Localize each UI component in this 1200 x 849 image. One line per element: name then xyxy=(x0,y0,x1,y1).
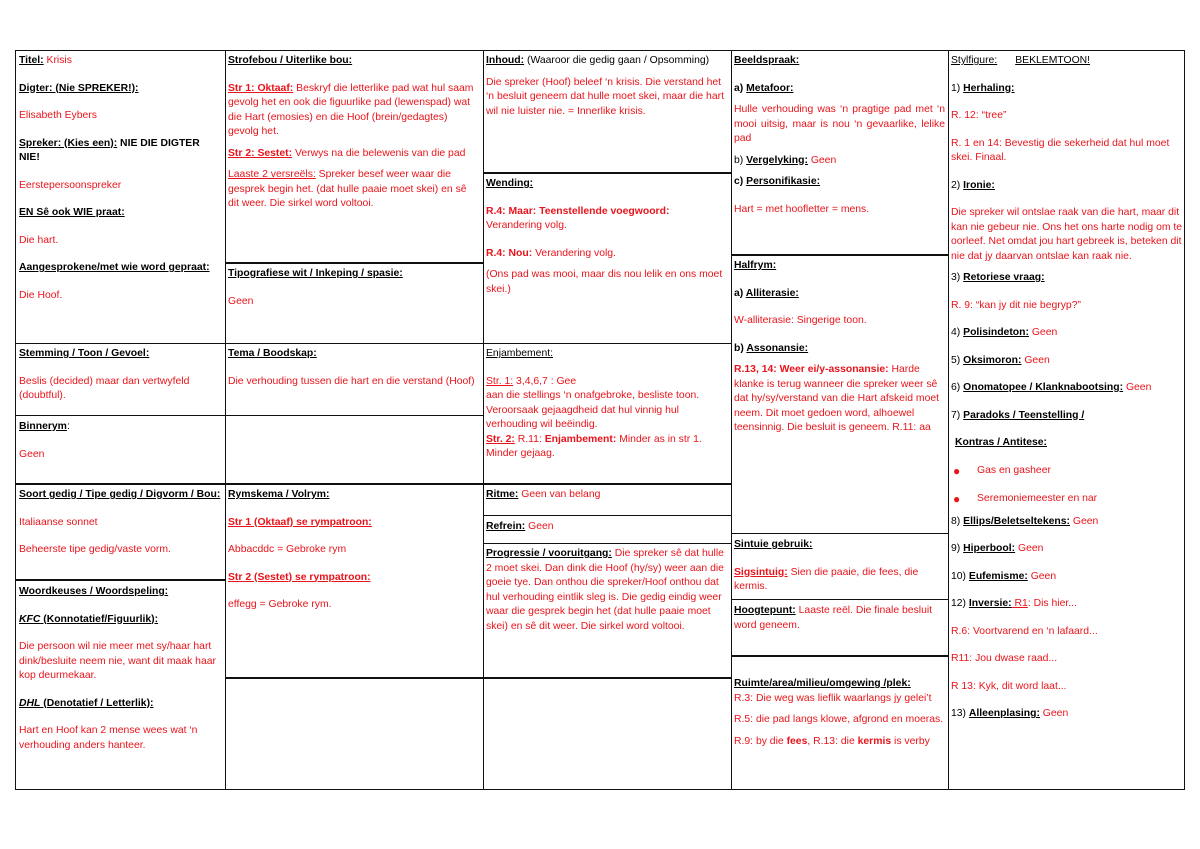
inversion-r13: R 13: Kyk, dit word laat... xyxy=(951,680,1067,692)
assonance-prefix: b) xyxy=(734,342,747,354)
cell-half-rhyme xyxy=(731,256,948,533)
ellipsis-value: Geen xyxy=(1069,515,1099,527)
setting-r9-c: , R.13: die xyxy=(807,735,858,747)
setting-r5: R.5: die pad langs klowe, afgrond en moeras. xyxy=(734,714,944,725)
turn-r4-nou-label: R.4: Nou: xyxy=(486,247,533,259)
onomatopoeia-value: Geen xyxy=(1123,382,1152,393)
euphemism-label: Eufemisme: xyxy=(968,570,1028,582)
oxymoron-num: 5) xyxy=(951,354,964,366)
hyperbole-value: Geen xyxy=(1015,543,1044,554)
polysyndeton-label: Polisindeton: xyxy=(963,327,1029,338)
assonance-label: Assonansie: xyxy=(746,342,809,354)
enj-stanza2-value: Minder as in str 1. Minder gejaag. xyxy=(486,433,702,459)
who-speaks-value: Die hart. xyxy=(19,234,59,246)
repetition-r1: R. 1 en 14: Bevestig die sekerheid dat hul moet skei. Finaal. xyxy=(951,137,1170,163)
irony-value: Die spreker wil ontslae raak van die hart, maar dit kan nie gebeur nie. Ons het ons harte nodig om te oorleef. Net omdat jou hart gebreek is, beteken dit nie dat jy daarvan ontslae kan raak nie. xyxy=(951,207,1183,262)
who-speaks-label: EN Sê ook WIE praat: xyxy=(19,207,125,218)
cell-rhythm xyxy=(483,485,731,515)
ellipsis-label: Ellips/Beletseltekens: xyxy=(963,515,1070,527)
rhythm-value: Geen van belang xyxy=(518,489,601,500)
inversion-r11: R11: Jou dwase raad... xyxy=(951,653,1058,664)
euphemism-value: Geen xyxy=(1027,570,1057,582)
polysyndeton-num: 4) xyxy=(951,327,964,338)
contrast-item-text: Gas en gasheer xyxy=(977,464,1051,476)
rhetorical-label: Retoriese vraag: xyxy=(963,272,1045,283)
column-poem-details xyxy=(16,51,225,790)
theme-value: Die verhouding tussen die hart en die verstand (Hoof) xyxy=(228,375,475,387)
turn-note: (Ons pad was mooi, maar dis nou lelik en ons moet skei.) xyxy=(486,269,723,295)
title-value: Krisis xyxy=(46,55,72,66)
cell-setting xyxy=(731,657,948,790)
last-lines-label: Laaste 2 versreëls: xyxy=(228,169,316,180)
theme-label: Tema / Boodskap: xyxy=(228,348,317,359)
speaker-note: NIE DIE DIGTER NIE! xyxy=(19,137,200,163)
metaphor-prefix: a) xyxy=(734,82,747,94)
repetition-label: Herhaling: xyxy=(963,82,1015,94)
climax-label: Hoogtepunt: xyxy=(734,605,796,616)
column-imagery xyxy=(731,51,948,790)
cell-progression xyxy=(483,544,731,677)
contrast-label: Kontras / Antitese: xyxy=(955,437,1047,448)
simile-label: Vergelyking: xyxy=(746,154,808,166)
paradox-num: 7) xyxy=(951,409,964,421)
alliteration-value: W-alliterasie: Singerige toon. xyxy=(734,315,867,326)
stanza2-rhyme-label: Str 2 (Sestet) se rympatroon: xyxy=(228,571,371,583)
row-divider xyxy=(483,677,731,679)
cell-theme xyxy=(225,344,483,415)
title-label: Titel: xyxy=(19,55,44,66)
setting-r3: R.3: Die weg was lieflik waarlangs jy gelei’t xyxy=(734,692,932,704)
stanza1-value: Beskryf die letterlike pad wat hul saam gevolg het en ook die figuurlike pad (lewenspad) wat die Hart (emosies) en die Hoof (brein/gedagtes) gevolg het. xyxy=(228,82,474,137)
contrast-item-text: Seremoniemeester en nar xyxy=(977,493,1098,504)
dhl-abbr: DHL xyxy=(19,697,41,709)
personification-label: Personifikasie: xyxy=(746,176,821,187)
row-divider xyxy=(483,515,731,516)
euphemism-num: 10) xyxy=(951,570,969,582)
internal-rhyme-value: Geen xyxy=(19,448,45,460)
inversion-num: 12) xyxy=(951,598,969,609)
poem-type-label: Soort gedig / Tipe gedig / Digvorm / Bou: xyxy=(19,489,221,500)
personification-prefix: c) xyxy=(734,176,747,187)
onomatopoeia-label: Onomatopee / Klanknabootsing: xyxy=(963,382,1124,393)
cell-refrain xyxy=(483,517,731,543)
personification-value: Hart = met hoofletter = mens. xyxy=(734,203,870,215)
stanza-structure-label: Strofebou / Uiterlike bou: xyxy=(228,55,353,66)
cell-figures-of-speech xyxy=(948,51,1185,790)
word-choice-label: Woordkeuses / Woordspeling: xyxy=(19,586,169,597)
enj-stanza2-label: Str. 2: xyxy=(486,433,515,445)
enj-stanza2-r11: R.11: xyxy=(514,433,545,445)
row-divider xyxy=(731,599,948,600)
speaker-value: Eerstepersoonspreker xyxy=(19,179,122,191)
irony-num: 2) xyxy=(951,179,964,191)
isolation-value: Geen xyxy=(1039,708,1069,719)
progression-value: Die spreker sê dat hulle 2 moet skei. Dan dink die Hoof (hy/sy) weer aan die goeie tye. Dan onthou die spreker/Hoof onthou dat hul verhouding eintlik sleg is. Die gedig eindig weer waar die gesprek begin het (dat hulle paaie moet skei) en sê dit weer. Die sirkel word voltooi. xyxy=(486,548,724,632)
addressee-value: Die Hoof. xyxy=(19,289,63,301)
stanza2-value: Verwys na die belewenis van die pad xyxy=(292,147,466,159)
contrast-item xyxy=(951,492,1183,507)
typography-value: Geen xyxy=(228,295,254,307)
poem-type-value-2: Beheerste tipe gedig/vaste vorm. xyxy=(19,544,171,555)
progression-label: Progressie / vooruitgang: xyxy=(486,548,612,559)
cell-word-choice xyxy=(16,582,225,790)
cell-rhyme-scheme xyxy=(225,485,483,677)
bullet-icon: ● xyxy=(953,492,961,506)
rhetorical-value: R. 9: “kan jy dit nie begryp?” xyxy=(951,299,1081,311)
half-rhyme-label: Halfrym: xyxy=(734,260,777,271)
typography-label: Tipografiese wit / Inkeping / spasie: xyxy=(228,268,403,279)
stanza1-label: Str 1: Oktaaf: xyxy=(228,82,294,94)
emphasize-label: BEKLEMTOON! xyxy=(1015,55,1091,66)
cell-typography xyxy=(225,264,483,344)
inversion-r6: R.6: Voortvarend en ‘n lafaard... xyxy=(951,625,1098,637)
internal-rhyme-colon: : xyxy=(66,421,70,432)
setting-r9-fees: fees xyxy=(786,735,808,747)
assonance-value: Harde klanke is terug wanneer die spreker weer sê dat hy/sy/verstand van die Hart afskeid moet neem. Dit moet gedoen word, alhoewel teensinnig. Die besluit is geneem. R.11: aa xyxy=(734,364,940,433)
dhl-value: Hart en Hoof kan 2 mense wees wat ‘n verhouding anders hanteer. xyxy=(19,725,198,751)
enj-stanza1-value: 3,4,6,7 : Gee xyxy=(513,375,577,387)
bullet-icon: ● xyxy=(953,463,961,478)
content-value: Die spreker (Hoof) beleef ‘n krisis. Die verstand het ‘n besluit geneem dat hulle moet skei, maar die hart wil nie luister nie. = Innerlike krisis. xyxy=(486,76,724,117)
kfc-label: (Konnotatief/Figuurlik): xyxy=(40,613,159,625)
mood-value: Beslis (decided) maar dan vertwyfeld (doubtful). xyxy=(19,375,190,401)
poet-value: Elisabeth Eybers xyxy=(19,110,97,121)
cell-stanza-structure xyxy=(225,51,483,262)
sight-value: Sien die paaie, die fees, die kermis. xyxy=(734,566,919,592)
cell-title-poet xyxy=(16,51,225,343)
row-divider xyxy=(16,579,225,581)
polysyndeton-value: Geen xyxy=(1028,327,1058,338)
assonance-lines: R.13, 14: Weer ei/y-assonansie: xyxy=(734,364,889,375)
rhetorical-num: 3) xyxy=(951,272,964,283)
refrain-label: Refrein: xyxy=(486,521,526,532)
cell-imagery xyxy=(731,51,948,254)
inversion-r1-value: : Dis hier... xyxy=(1027,598,1077,609)
inversion-r1-label: R1 xyxy=(1011,598,1028,609)
alliteration-prefix: a) xyxy=(734,287,746,299)
ellipsis-num: 8) xyxy=(951,515,964,527)
cell-poem-type xyxy=(16,485,225,579)
turn-label: Wending: xyxy=(486,178,534,189)
dhl-label: (Denotatief / Letterlik): xyxy=(40,697,154,709)
contrast-item xyxy=(951,464,1183,479)
stanza2-label: Str 2: Sestet: xyxy=(228,147,293,159)
simile-prefix: b) xyxy=(734,154,747,166)
metaphor-label: Metafoor: xyxy=(746,82,794,94)
poem-type-value-1: Italiaanse sonnet xyxy=(19,516,98,528)
kfc-value: Die persoon wil nie meer met sy/haar hart dink/besluite neem nie, want dit maak haar kop deurmekaar. xyxy=(19,641,216,681)
cell-turn xyxy=(483,174,731,344)
kfc-abbr: KFC xyxy=(19,613,41,625)
row-divider xyxy=(16,415,225,416)
inversion-label: Inversie: xyxy=(968,598,1012,609)
climax-value: Laaste reël. Die finale besluit word geneem. xyxy=(734,605,933,631)
setting-r9-a: R.9: by die xyxy=(734,735,787,747)
content-note: (Waaroor die gedig gaan / Opsomming) xyxy=(524,55,710,66)
addressee-label: Aangesprokene/met wie word gepraat: xyxy=(19,262,210,273)
enj-stanza1-desc: aan die stellings ‘n onafgebroke, besliste toon. Veroorsaak gejaagdheid dat hul vinnig hul verhouding wil beëindig. xyxy=(486,390,700,430)
row-divider xyxy=(225,677,483,679)
stanza1-rhyme-label: Str 1 (Oktaaf) se rympatroon: xyxy=(228,516,372,528)
cell-internal-rhyme xyxy=(16,417,225,483)
turn-r4-nou-value: Verandering volg. xyxy=(532,247,616,259)
repetition-num: 1) xyxy=(951,82,964,94)
turn-r4-maar-label: R.4: Maar: Teenstellende voegwoord: xyxy=(486,205,670,217)
column-structure xyxy=(225,51,483,790)
oxymoron-label: Oksimoron: xyxy=(963,354,1022,366)
senses-label: Sintuie gebruik: xyxy=(734,539,813,550)
rhythm-label: Ritme: xyxy=(486,489,519,500)
isolation-num: 13) xyxy=(951,708,969,719)
irony-label: Ironie: xyxy=(963,179,995,191)
last-lines-value: Spreker besef weer waar die gesprek begin het. (dat hulle paaie moet skei) en sê dit weer. Die sirkel word voltooi. xyxy=(228,169,467,209)
turn-r4-maar-value: Verandering volg. xyxy=(486,220,567,231)
isolation-label: Alleenplasing: xyxy=(968,708,1040,719)
speaker-label: Spreker: (Kies een): xyxy=(19,137,118,149)
setting-label: Ruimte/area/milieu/omgewing /plek: xyxy=(734,678,911,689)
enj-stanza1-label: Str. 1: xyxy=(486,375,514,387)
simile-value: Geen xyxy=(807,154,837,166)
setting-r9-e: is verby xyxy=(891,735,930,747)
stanza2-rhyme-value: effegg = Gebroke rym. xyxy=(228,599,332,610)
cell-enjambment xyxy=(483,344,731,483)
content-label: Inhoud: xyxy=(486,55,525,66)
poet-label: Digter: (Nie SPREKER!): xyxy=(19,82,139,94)
cell-mood xyxy=(16,344,225,415)
rhyme-scheme-label: Rymskema / Volrym: xyxy=(228,489,330,500)
enj-stanza2-enj: Enjambement: xyxy=(544,433,617,445)
hyperbole-num: 9) xyxy=(951,543,964,554)
column-figures-of-speech xyxy=(948,51,1185,790)
column-content xyxy=(483,51,731,790)
row-divider xyxy=(225,415,483,416)
cell-climax xyxy=(731,601,948,655)
imagery-label: Beeldspraak: xyxy=(734,55,800,66)
enjambment-label: Enjambement: xyxy=(486,348,553,359)
paradox-label: Paradoks / Teenstelling / xyxy=(963,409,1085,421)
alliteration-label: Alliterasie: xyxy=(745,287,799,299)
cell-content-summary xyxy=(483,51,731,172)
onomatopoeia-num: 6) xyxy=(951,382,964,393)
analysis-table xyxy=(15,50,1185,790)
stanza1-rhyme-value: Abbacddc = Gebroke rym xyxy=(228,544,347,555)
figures-label: Stylfigure: xyxy=(951,55,998,66)
metaphor-value: Hulle verhouding was ‘n pragtige pad met ‘n mooi uitsig, maar is nou ‘n gevaarlike, lelike pad xyxy=(734,104,945,144)
row-divider xyxy=(731,533,948,534)
refrain-value: Geen xyxy=(525,521,554,532)
mood-label: Stemming / Toon / Gevoel: xyxy=(19,348,150,359)
sight-label: Sigsintuig: xyxy=(734,566,788,578)
repetition-r12: R. 12: “tree” xyxy=(951,110,1007,121)
internal-rhyme-label: Binnerym xyxy=(19,421,67,432)
cell-senses xyxy=(731,535,948,599)
setting-r9-kermis: kermis xyxy=(857,735,892,747)
oxymoron-value: Geen xyxy=(1021,354,1050,366)
hyperbole-label: Hiperbool: xyxy=(963,543,1016,554)
